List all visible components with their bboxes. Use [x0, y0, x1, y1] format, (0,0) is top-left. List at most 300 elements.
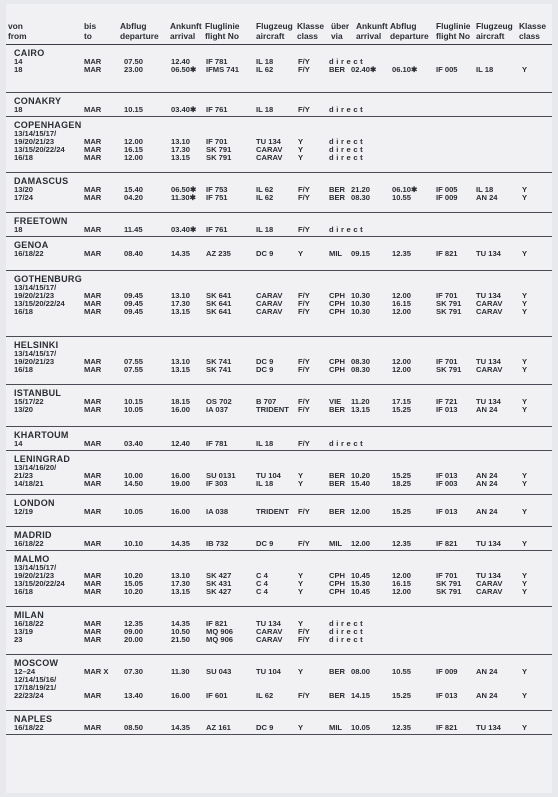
- connection-arrival: 10.45: [351, 571, 371, 580]
- class: F/Y: [298, 397, 310, 406]
- class: F/Y: [298, 439, 310, 448]
- destination: MAR: [84, 307, 102, 316]
- connection-class: Y: [522, 667, 528, 676]
- connection-arrival: 08.30: [351, 365, 371, 374]
- city-name: HELSINKI: [14, 340, 59, 350]
- class: Y: [298, 153, 304, 162]
- connection-aircraft: TU 134: [476, 539, 501, 548]
- destination: MAR: [84, 571, 102, 580]
- city-section-leningrad: [6, 450, 552, 495]
- aircraft-type: IL 62: [256, 691, 274, 700]
- departure-time: 07.30: [124, 667, 144, 676]
- city-name: COPENHAGEN: [14, 120, 82, 130]
- dates: 19/20/21/23: [14, 357, 55, 366]
- class: F/Y: [298, 225, 310, 234]
- via-stop: MIL: [329, 723, 343, 732]
- connection-flight: IF 003: [436, 479, 458, 488]
- arrival-time: 13.15: [171, 365, 191, 374]
- class: F/Y: [298, 507, 310, 516]
- flight-number: IF 781: [206, 57, 228, 66]
- connection-arrival: 15.30: [351, 579, 371, 588]
- city-name: MADRID: [14, 530, 52, 540]
- destination: MAR: [84, 291, 102, 300]
- connection-aircraft: TU 134: [476, 357, 501, 366]
- via-stop: CPH: [329, 357, 346, 366]
- class: Y: [298, 137, 304, 146]
- aircraft-type: DC 9: [256, 365, 274, 374]
- via-stop: CPH: [329, 291, 346, 300]
- connection-arrival: 13.15: [351, 405, 371, 414]
- connection-departure: 12.00: [392, 357, 412, 366]
- dates: 16/18/22: [14, 539, 44, 548]
- header-cell-c10: Fluglinie flight No: [436, 21, 471, 41]
- connection-departure: 06.10✱: [392, 65, 418, 74]
- connection-departure: 12.35: [392, 249, 412, 258]
- city-name: MILAN: [14, 610, 44, 620]
- via-stop: VIE: [329, 397, 342, 406]
- class: F/Y: [298, 691, 310, 700]
- destination: MAR: [84, 137, 102, 146]
- header-cell-c12: Klasse class: [519, 21, 547, 41]
- connection-departure: 15.25: [392, 471, 412, 480]
- connection-flight: IF 701: [436, 571, 458, 580]
- destination: MAR: [84, 579, 102, 588]
- aircraft-type: IL 18: [256, 439, 274, 448]
- connection-departure: 15.25: [392, 691, 412, 700]
- destination: MAR: [84, 471, 102, 480]
- class: Y: [298, 145, 304, 154]
- departure-time: 07.55: [124, 365, 144, 374]
- city-section-conakry: [6, 92, 552, 117]
- arrival-time: 14.35: [171, 249, 191, 258]
- aircraft-type: DC 9: [256, 249, 274, 258]
- flight-number: SK 641: [206, 299, 232, 308]
- dates: 13/14/16/20/: [14, 463, 57, 472]
- destination: MAR: [84, 249, 102, 258]
- connection-flight: IF 005: [436, 65, 458, 74]
- connection-flight: IF 013: [436, 691, 458, 700]
- city-name: MALMO: [14, 554, 50, 564]
- dates: 17/18/19/21/: [14, 683, 57, 692]
- via-stop: CPH: [329, 587, 346, 596]
- arrival-time: 13.10: [171, 357, 191, 366]
- city-section-milan: [6, 606, 552, 655]
- flight-number: IF 303: [206, 479, 228, 488]
- connection-arrival: 12.00: [351, 507, 371, 516]
- class: F/Y: [298, 57, 310, 66]
- connection-aircraft: AN 24: [476, 667, 498, 676]
- connection-class: Y: [522, 539, 528, 548]
- flight-number: IF 781: [206, 439, 228, 448]
- connection-class: Y: [522, 579, 528, 588]
- via-stop: direct: [329, 57, 366, 66]
- destination: MAR: [84, 105, 102, 114]
- connection-flight: SK 791: [436, 307, 462, 316]
- arrival-time: 13.15: [171, 307, 191, 316]
- departure-time: 10.20: [124, 587, 144, 596]
- connection-flight: IF 721: [436, 397, 458, 406]
- flight-number: SK 791: [206, 145, 232, 154]
- dates: 16/18: [14, 365, 34, 374]
- connection-aircraft: TU 134: [476, 571, 501, 580]
- header-cell-c11: Flugzeug aircraft: [476, 21, 513, 41]
- class: F/Y: [298, 539, 310, 548]
- dates: 22/23/24: [14, 691, 44, 700]
- aircraft-type: CARAV: [256, 291, 283, 300]
- flight-number: SK 791: [206, 153, 232, 162]
- connection-aircraft: TU 134: [476, 249, 501, 258]
- via-stop: direct: [329, 627, 366, 636]
- class: Y: [298, 579, 304, 588]
- dates: 19/20/21/23: [14, 137, 55, 146]
- connection-departure: 16.15: [392, 579, 412, 588]
- arrival-time: 19.00: [171, 479, 191, 488]
- destination: MAR: [84, 479, 102, 488]
- arrival-time: 12.40: [171, 439, 191, 448]
- connection-departure: 12.00: [392, 365, 412, 374]
- via-stop: direct: [329, 153, 366, 162]
- city-name: ISTANBUL: [14, 388, 62, 398]
- city-name: DAMASCUS: [14, 176, 69, 186]
- arrival-time: 18.15: [171, 397, 191, 406]
- departure-time: 13.40: [124, 691, 144, 700]
- arrival-time: 11.30✱: [171, 193, 196, 202]
- dates: 13/15/20/22/24: [14, 299, 65, 308]
- arrival-time: 13.15: [171, 153, 191, 162]
- arrival-time: 17.30: [171, 579, 191, 588]
- flight-number: IB 732: [206, 539, 229, 548]
- arrival-time: 21.50: [171, 635, 191, 644]
- dates: 13/20: [14, 185, 34, 194]
- destination: MAR: [84, 145, 102, 154]
- flight-number: IF 601: [206, 691, 228, 700]
- class: F/Y: [298, 635, 310, 644]
- via-stop: BER: [329, 405, 346, 414]
- connection-arrival: 15.40: [351, 479, 371, 488]
- connection-class: Y: [522, 185, 528, 194]
- class: F/Y: [298, 185, 310, 194]
- arrival-time: 12.40: [171, 57, 191, 66]
- connection-departure: 16.15: [392, 299, 412, 308]
- dates: 13/15/20/22/24: [14, 579, 65, 588]
- connection-arrival: 02.40✱: [351, 65, 377, 74]
- timetable-header: [6, 4, 552, 45]
- via-stop: BER: [329, 185, 346, 194]
- city-section-cairo: [6, 44, 552, 93]
- connection-arrival: 08.00: [351, 667, 371, 676]
- dates: 14/18/21: [14, 479, 44, 488]
- class: F/Y: [298, 299, 310, 308]
- departure-time: 10.20: [124, 571, 144, 580]
- dates: 13/14/15/17/: [14, 129, 57, 138]
- connection-aircraft: TU 134: [476, 723, 501, 732]
- flight-number: IF 821: [206, 619, 228, 628]
- class: F/Y: [298, 65, 310, 74]
- connection-flight: IF 821: [436, 723, 458, 732]
- departure-time: 10.05: [124, 507, 144, 516]
- connection-aircraft: AN 24: [476, 691, 498, 700]
- connection-class: Y: [522, 571, 528, 580]
- city-name: CAIRO: [14, 48, 45, 58]
- aircraft-type: C 4: [256, 571, 268, 580]
- flight-number: IF 761: [206, 105, 228, 114]
- connection-departure: 18.25: [392, 479, 412, 488]
- dates: 21/23: [14, 471, 34, 480]
- arrival-time: 13.10: [171, 291, 191, 300]
- dates: 19/20/21/23: [14, 571, 55, 580]
- connection-aircraft: AN 24: [476, 405, 498, 414]
- connection-class: Y: [522, 65, 528, 74]
- connection-class: Y: [522, 299, 528, 308]
- via-stop: direct: [329, 439, 366, 448]
- dates: 16/18: [14, 587, 34, 596]
- dates: 13/14/15/17/: [14, 283, 57, 292]
- connection-aircraft: AN 24: [476, 471, 498, 480]
- dates: 16/18/22: [14, 723, 44, 732]
- destination: MAR: [84, 193, 102, 202]
- header-cell-c1: bis to: [84, 21, 97, 41]
- flight-number: SK 741: [206, 357, 232, 366]
- connection-flight: IF 013: [436, 507, 458, 516]
- departure-time: 10.05: [124, 405, 144, 414]
- connection-arrival: 10.45: [351, 587, 371, 596]
- arrival-time: 16.00: [171, 471, 191, 480]
- flight-number: IF 751: [206, 193, 228, 202]
- dates: 16/18/22: [14, 619, 44, 628]
- flight-number: AZ 235: [206, 249, 231, 258]
- departure-time: 15.05: [124, 579, 144, 588]
- aircraft-type: CARAV: [256, 307, 283, 316]
- city-name: MOSCOW: [14, 658, 59, 668]
- connection-aircraft: CARAV: [476, 365, 503, 374]
- class: Y: [298, 667, 304, 676]
- city-name: NAPLES: [14, 714, 53, 724]
- connection-flight: SK 791: [436, 579, 462, 588]
- connection-class: Y: [522, 193, 528, 202]
- arrival-time: 16.00: [171, 405, 191, 414]
- via-stop: MIL: [329, 539, 343, 548]
- header-cell-c9: Abflug departure: [390, 21, 429, 41]
- connection-flight: SK 791: [436, 587, 462, 596]
- connection-arrival: 08.30: [351, 357, 371, 366]
- via-stop: direct: [329, 137, 366, 146]
- destination: MAR: [84, 57, 102, 66]
- destination: MAR: [84, 439, 102, 448]
- connection-departure: 06.10✱: [392, 185, 418, 194]
- flight-number: IA 038: [206, 507, 229, 516]
- departure-time: 20.00: [124, 635, 144, 644]
- connection-class: Y: [522, 587, 528, 596]
- departure-time: 10.15: [124, 397, 144, 406]
- dates: 23: [14, 635, 23, 644]
- connection-class: Y: [522, 691, 528, 700]
- class: F/Y: [298, 307, 310, 316]
- departure-time: 04.20: [124, 193, 144, 202]
- header-cell-c2: Abflug departure: [120, 21, 159, 41]
- aircraft-type: IL 62: [256, 65, 274, 74]
- aircraft-type: DC 9: [256, 723, 274, 732]
- connection-class: Y: [522, 479, 528, 488]
- city-section-copenhagen: [6, 116, 552, 173]
- departure-time: 09.45: [124, 291, 144, 300]
- flight-number: SK 641: [206, 291, 232, 300]
- dates: 18: [14, 225, 23, 234]
- flight-number: MQ 906: [206, 627, 234, 636]
- dates: 16/18/22: [14, 249, 44, 258]
- connection-aircraft: TU 134: [476, 397, 501, 406]
- city-section-istanbul: [6, 384, 552, 427]
- class: F/Y: [298, 193, 310, 202]
- connection-aircraft: CARAV: [476, 579, 503, 588]
- flight-number: IF 761: [206, 225, 228, 234]
- via-stop: direct: [329, 619, 366, 628]
- connection-flight: IF 701: [436, 357, 458, 366]
- aircraft-type: TU 134: [256, 619, 281, 628]
- flight-number: IA 037: [206, 405, 229, 414]
- flight-number: SK 431: [206, 579, 232, 588]
- connection-arrival: 21.20: [351, 185, 371, 194]
- destination: MAR: [84, 185, 102, 194]
- arrival-time: 06.50✱: [171, 185, 197, 194]
- destination: MAR: [84, 587, 102, 596]
- city-section-malmo: [6, 550, 552, 607]
- class: Y: [298, 619, 304, 628]
- connection-flight: IF 821: [436, 249, 458, 258]
- departure-time: 23.00: [124, 65, 144, 74]
- connection-class: Y: [522, 723, 528, 732]
- city-section-helsinki: [6, 336, 552, 385]
- connection-aircraft: CARAV: [476, 587, 503, 596]
- connection-departure: 12.35: [392, 723, 412, 732]
- city-name: KHARTOUM: [14, 430, 69, 440]
- destination: MAR: [84, 65, 102, 74]
- aircraft-type: TU 104: [256, 667, 281, 676]
- city-section-freetown: [6, 212, 552, 237]
- connection-departure: 12.35: [392, 539, 412, 548]
- connection-flight: IF 701: [436, 291, 458, 300]
- destination: MAR: [84, 397, 102, 406]
- class: F/Y: [298, 291, 310, 300]
- header-cell-c4: Fluglinie flight No: [205, 21, 240, 41]
- departure-time: 09.45: [124, 307, 144, 316]
- arrival-time: 14.35: [171, 539, 191, 548]
- departure-time: 12.00: [124, 153, 144, 162]
- connection-flight: IF 821: [436, 539, 458, 548]
- dates: 13/14/15/17/: [14, 349, 57, 358]
- arrival-time: 06.50✱: [171, 65, 197, 74]
- dates: 17/24: [14, 193, 34, 202]
- class: Y: [298, 587, 304, 596]
- via-stop: direct: [329, 225, 366, 234]
- dates: 18: [14, 65, 23, 74]
- connection-flight: IF 009: [436, 193, 458, 202]
- timetable-page: [6, 4, 552, 793]
- city-name: GENOA: [14, 240, 49, 250]
- city-name: FREETOWN: [14, 216, 68, 226]
- flight-number: SK 427: [206, 587, 232, 596]
- departure-time: 08.40: [124, 249, 144, 258]
- destination: MAR: [84, 507, 102, 516]
- departure-time: 08.50: [124, 723, 144, 732]
- header-cell-c0: von from: [8, 21, 27, 41]
- class: Y: [298, 249, 304, 258]
- class: Y: [298, 471, 304, 480]
- flight-number: SK 741: [206, 365, 232, 374]
- dates: 12/14/15/16/: [14, 675, 57, 684]
- connection-arrival: 10.05: [351, 723, 371, 732]
- connection-class: Y: [522, 405, 528, 414]
- connection-class: Y: [522, 507, 528, 516]
- connection-aircraft: CARAV: [476, 299, 503, 308]
- destination: MAR: [84, 405, 102, 414]
- via-stop: BER: [329, 691, 346, 700]
- connection-aircraft: TU 134: [476, 291, 501, 300]
- arrival-time: 16.00: [171, 507, 191, 516]
- dates: 14: [14, 439, 23, 448]
- aircraft-type: TRIDENT: [256, 405, 289, 414]
- class: Y: [298, 723, 304, 732]
- departure-time: 15.40: [124, 185, 144, 194]
- connection-aircraft: AN 24: [476, 479, 498, 488]
- connection-departure: 12.00: [392, 291, 412, 300]
- dates: 14: [14, 57, 23, 66]
- aircraft-type: TU 104: [256, 471, 281, 480]
- aircraft-type: CARAV: [256, 145, 283, 154]
- connection-departure: 17.15: [392, 397, 412, 406]
- connection-aircraft: IL 18: [476, 185, 494, 194]
- header-cell-c6: Klasse class: [297, 21, 325, 41]
- dates: 12/19: [14, 507, 34, 516]
- departure-time: 09.00: [124, 627, 144, 636]
- arrival-time: 13.15: [171, 587, 191, 596]
- city-section-madrid: [6, 526, 552, 551]
- connection-aircraft: CARAV: [476, 307, 503, 316]
- class: Y: [298, 571, 304, 580]
- connection-flight: SK 791: [436, 299, 462, 308]
- departure-time: 10.00: [124, 471, 144, 480]
- connection-flight: IF 013: [436, 471, 458, 480]
- connection-arrival: 14.15: [351, 691, 371, 700]
- connection-class: Y: [522, 249, 528, 258]
- via-stop: MIL: [329, 249, 343, 258]
- aircraft-type: TU 134: [256, 137, 281, 146]
- class: F/Y: [298, 405, 310, 414]
- connection-aircraft: AN 24: [476, 507, 498, 516]
- dates: 12–24: [14, 667, 36, 676]
- city-section-london: [6, 494, 552, 527]
- departure-time: 11.45: [124, 225, 143, 234]
- connection-arrival: 09.15: [351, 249, 371, 258]
- city-section-gothenburg: [6, 270, 552, 337]
- destination: MAR: [84, 225, 102, 234]
- aircraft-type: CARAV: [256, 153, 283, 162]
- flight-number: SK 641: [206, 307, 232, 316]
- dates: 15/17/22: [14, 397, 44, 406]
- arrival-time: 16.00: [171, 691, 191, 700]
- flight-number: SK 427: [206, 571, 232, 580]
- destination: MAR: [84, 619, 102, 628]
- city-section-genoa: [6, 236, 552, 271]
- connection-class: Y: [522, 291, 528, 300]
- flight-number: IF 701: [206, 137, 228, 146]
- departure-time: 14.50: [124, 479, 144, 488]
- arrival-time: 14.35: [171, 619, 191, 628]
- aircraft-type: C 4: [256, 579, 268, 588]
- flight-number: MQ 906: [206, 635, 234, 644]
- aircraft-type: DC 9: [256, 357, 274, 366]
- class: F/Y: [298, 627, 310, 636]
- aircraft-type: IL 62: [256, 185, 274, 194]
